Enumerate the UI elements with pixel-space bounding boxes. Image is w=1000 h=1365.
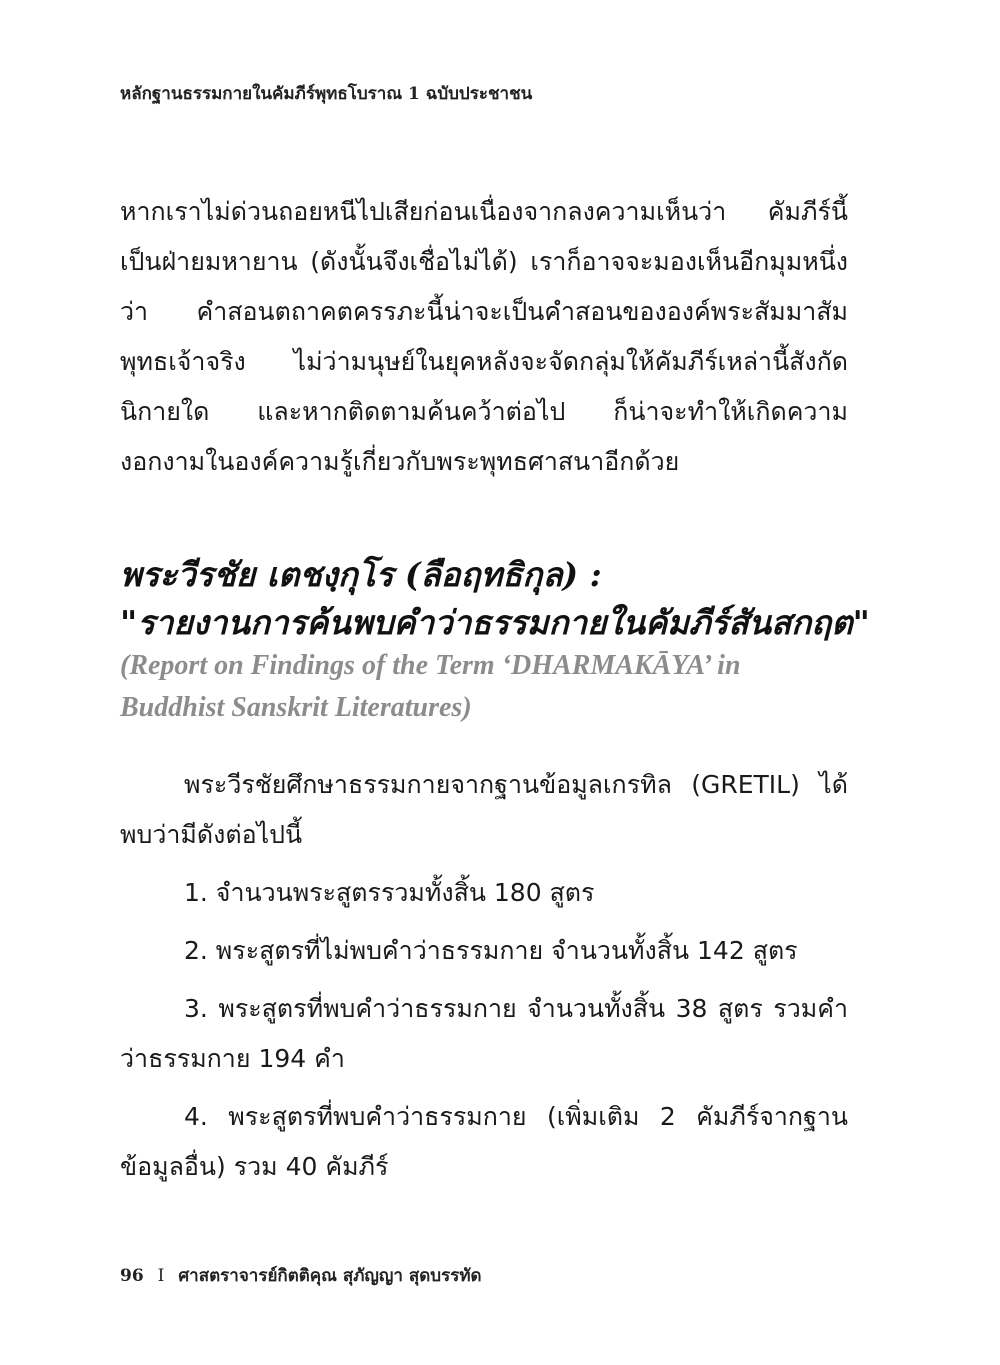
footer-author: ศาสตราจารย์กิตติคุณ สุภัญญา สุดบรรทัด — [178, 1266, 482, 1286]
list-item: 3. พระสูตรที่พบคำว่าธรรมกาย จำนวนทั้งสิ้น 38 สูตร รวมคำว่าธรรมกาย 194 คำ — [120, 994, 848, 1073]
page-number: 96 — [120, 1266, 144, 1286]
page-footer — [120, 1262, 482, 1289]
intro-paragraph: หากเราไม่ด่วนถอยหนีไปเสียก่อนเนื่องจากลงความเห็นว่า คัมภีร์นี้เป็นฝ่ายมหายาน (ดังนั้นจึงเชื่อไม่ได้) เราก็อาจจะมองเห็นอีกมุมหนึ่งว่า คำสอนตถาคตครรภะนี้น่าจะเป็นคำสอนขององค์พระสัมมาสัมพุทธเจ้าจริง ไม่ว่ามนุษย์ในยุคหลังจะจัดกลุ่มให้คัมภีร์เหล่านี้สังกัดนิกายใด และหากติดตามค้นคว้าต่อไป ก็น่าจะทำให้เกิดความงอกงามในองค์ความรู้เกี่ยวกับพระพุทธศาสนาอีกด้วย — [120, 197, 848, 476]
heading-english-line-2: Buddhist Sanskrit Literatures) — [120, 692, 472, 723]
body-paragraph: พระวีรชัยศึกษาธรรมกายจากฐานข้อมูลเกรทิล (GRETIL) ได้พบว่ามีดังต่อไปนี้ — [120, 770, 848, 849]
running-header: หลักฐานธรรมกายในคัมภีร์พุทธโบราณ 1 ฉบับประชาชน — [120, 84, 533, 104]
list-item: 2. พระสูตรที่ไม่พบคำว่าธรรมกาย จำนวนทั้งสิ้น 142 สูตร — [184, 936, 798, 965]
section-heading-english — [120, 645, 880, 729]
list-item: 1. จำนวนพระสูตรรวมทั้งสิ้น 180 สูตร — [184, 878, 595, 907]
heading-english-line-1: (Report on Findings of the Term ‘DHARMAKĀYA’ in — [120, 650, 741, 681]
footer-separator: I — [157, 1266, 165, 1286]
section-heading-thai — [120, 551, 880, 647]
heading-thai-line-1: พระวีรชัย เตชงฺกุโร (ลือฤทธิกุล) : — [120, 555, 602, 594]
list-item: 4. พระสูตรที่พบคำว่าธรรมกาย (เพิ่มเติม 2 คัมภีร์จากฐานข้อมูลอื่น) รวม 40 คัมภีร์ — [120, 1102, 848, 1181]
heading-thai-line-2: "รายงานการค้นพบคำว่าธรรมกายในคัมภีร์สันสกฤต" — [120, 603, 870, 642]
